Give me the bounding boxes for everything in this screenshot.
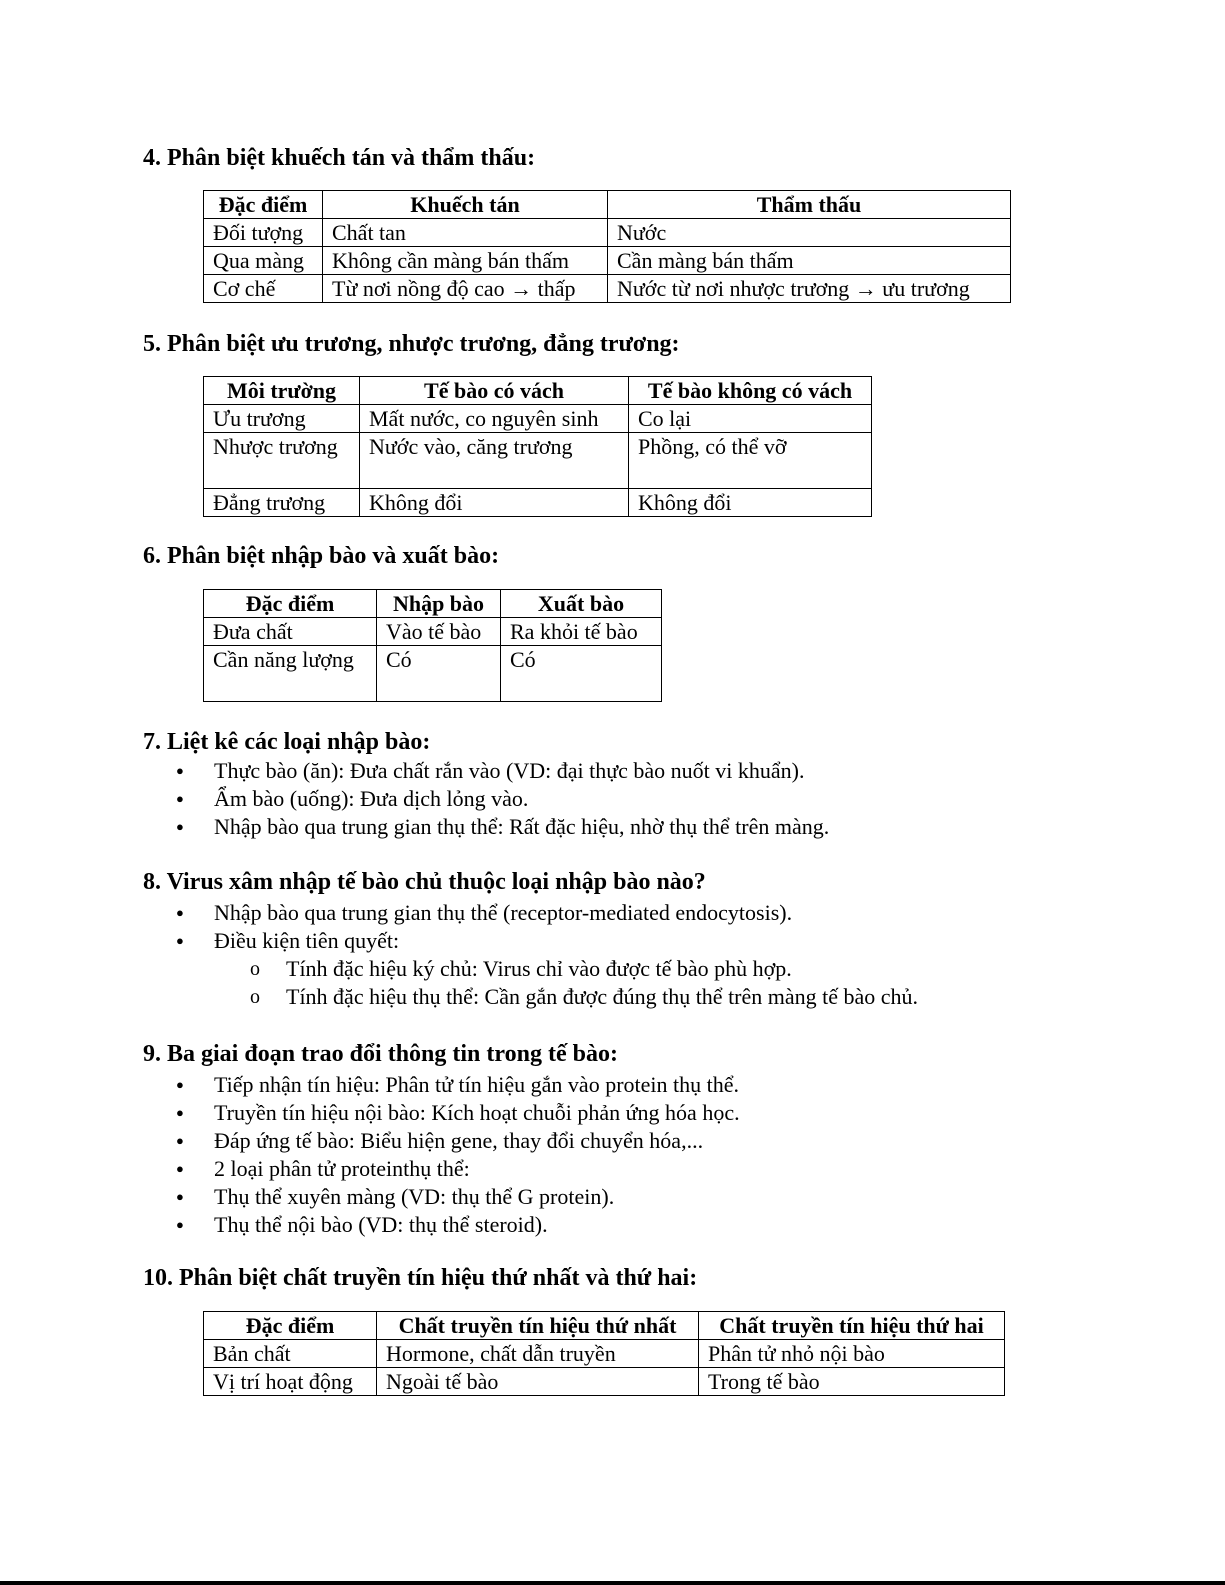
endocytosis-types-list [0, 757, 829, 841]
table-header-row [204, 191, 1011, 219]
header-cell: Tế bào có vách [360, 377, 629, 405]
list-item: ● Thực bào (ăn): Đưa chất rắn vào (VD: đại thực bào nuốt vi khuẩn). [0, 757, 829, 785]
table-cell: Nước [608, 219, 1011, 247]
table-cell: Không cần màng bán thấm [323, 247, 608, 275]
header-cell: Chất truyền tín hiệu thứ nhất [377, 1312, 699, 1340]
header-cell: Đặc điểm [204, 590, 377, 618]
table-cell: Vào tế bào [377, 618, 501, 646]
table-cell: Đối tượng [204, 219, 323, 247]
table-cell: Phồng, có thể vỡ [629, 433, 872, 489]
virus-entry-list [0, 899, 918, 1011]
table-cell: Nhược trương [204, 433, 360, 489]
table-cell: Từ nơi nồng độ cao → thấp [323, 275, 608, 303]
table-cell: Phân tử nhỏ nội bào [699, 1340, 1005, 1368]
table-cell: Mất nước, co nguyên sinh [360, 405, 629, 433]
table-cell: Cơ chế [204, 275, 323, 303]
table-row [204, 618, 662, 646]
list-item: ● Ẩm bào (uống): Đưa dịch lỏng vào. [0, 785, 829, 813]
section-10-heading: 10. Phân biệt chất truyền tín hiệu thứ nhất và thứ hai: [143, 1265, 698, 1291]
table-cell: Đẳng trương [204, 489, 360, 517]
table-row [204, 1368, 1005, 1396]
table-cell: Cần màng bán thấm [608, 247, 1011, 275]
sub-list-item: o Tính đặc hiệu thụ thể: Cần gắn được đúng thụ thể trên màng tế bào chủ. [214, 983, 918, 1011]
table-row [204, 405, 872, 433]
diffusion-osmosis-table [203, 190, 1011, 303]
table-header-row [204, 377, 872, 405]
list-item: ● Đáp ứng tế bào: Biểu hiện gene, thay đổi chuyển hóa,... [0, 1127, 740, 1155]
table-cell: Có [377, 646, 501, 702]
endocytosis-exocytosis-table [203, 589, 662, 702]
table-cell: Ngoài tế bào [377, 1368, 699, 1396]
table-row [204, 247, 1011, 275]
signaling-stages-list [0, 1071, 740, 1239]
section-7-heading: 7. Liệt kê các loại nhập bào: [143, 729, 431, 755]
table-cell: Có [501, 646, 662, 702]
page-bottom-border [0, 1581, 1225, 1585]
section-5-heading: 5. Phân biệt ưu trương, nhược trương, đẳng trương: [143, 331, 680, 357]
list-item: ● Tiếp nhận tín hiệu: Phân tử tín hiệu gắn vào protein thụ thể. [0, 1071, 740, 1099]
messenger-table [203, 1311, 1005, 1396]
table-cell: Vị trí hoạt động [204, 1368, 377, 1396]
table-cell: Trong tế bào [699, 1368, 1005, 1396]
list-item: ● Nhập bào qua trung gian thụ thể: Rất đặc hiệu, nhờ thụ thể trên màng. [0, 813, 829, 841]
header-cell: Thẩm thấu [608, 191, 1011, 219]
table-cell: Bản chất [204, 1340, 377, 1368]
table-row [204, 433, 872, 489]
table-cell: Chất tan [323, 219, 608, 247]
table-row [204, 1340, 1005, 1368]
tonicity-table [203, 376, 872, 517]
table-cell: Cần năng lượng [204, 646, 377, 702]
table-row [204, 275, 1011, 303]
sub-list-item: o Tính đặc hiệu ký chủ: Virus chỉ vào được tế bào phù hợp. [214, 955, 918, 983]
list-item-label: Điều kiện tiên quyết: [214, 928, 400, 953]
table-cell: Ra khỏi tế bào [501, 618, 662, 646]
header-cell: Chất truyền tín hiệu thứ hai [699, 1312, 1005, 1340]
list-item: ● Nhập bào qua trung gian thụ thể (receptor-mediated endocytosis). [0, 899, 918, 927]
list-item [0, 927, 918, 1011]
table-cell: Qua màng [204, 247, 323, 275]
table-row [204, 489, 872, 517]
table-cell: Hormone, chất dẫn truyền [377, 1340, 699, 1368]
section-4-heading: 4. Phân biệt khuếch tán và thẩm thấu: [143, 145, 536, 171]
table-cell: Nước từ nơi nhược trương → ưu trương [608, 275, 1011, 303]
table-cell: Đưa chất [204, 618, 377, 646]
header-cell: Môi trường [204, 377, 360, 405]
list-item: ● Thụ thể xuyên màng (VD: thụ thể G protein). [0, 1183, 740, 1211]
table-header-row [204, 590, 662, 618]
table-cell: Nước vào, căng trương [360, 433, 629, 489]
list-item: ● Thụ thể nội bào (VD: thụ thể steroid). [0, 1211, 740, 1239]
table-header-row [204, 1312, 1005, 1340]
list-item: ● Truyền tín hiệu nội bào: Kích hoạt chuỗi phản ứng hóa học. [0, 1099, 740, 1127]
section-9-heading: 9. Ba giai đoạn trao đổi thông tin trong tế bào: [143, 1041, 618, 1067]
section-8-heading: 8. Virus xâm nhập tế bào chủ thuộc loại nhập bào nào? [143, 869, 706, 895]
table-cell: Ưu trương [204, 405, 360, 433]
table-row [204, 219, 1011, 247]
list-item: ● 2 loại phân tử proteinthụ thể: [0, 1155, 740, 1183]
header-cell: Khuếch tán [323, 191, 608, 219]
header-cell: Xuất bào [501, 590, 662, 618]
section-6-heading: 6. Phân biệt nhập bào và xuất bào: [143, 543, 500, 569]
sub-list [214, 955, 918, 1011]
table-row [204, 646, 662, 702]
table-cell: Co lại [629, 405, 872, 433]
header-cell: Tế bào không có vách [629, 377, 872, 405]
header-cell: Nhập bào [377, 590, 501, 618]
table-cell: Không đổi [629, 489, 872, 517]
header-cell: Đặc điểm [204, 1312, 377, 1340]
header-cell: Đặc điểm [204, 191, 323, 219]
table-cell: Không đổi [360, 489, 629, 517]
